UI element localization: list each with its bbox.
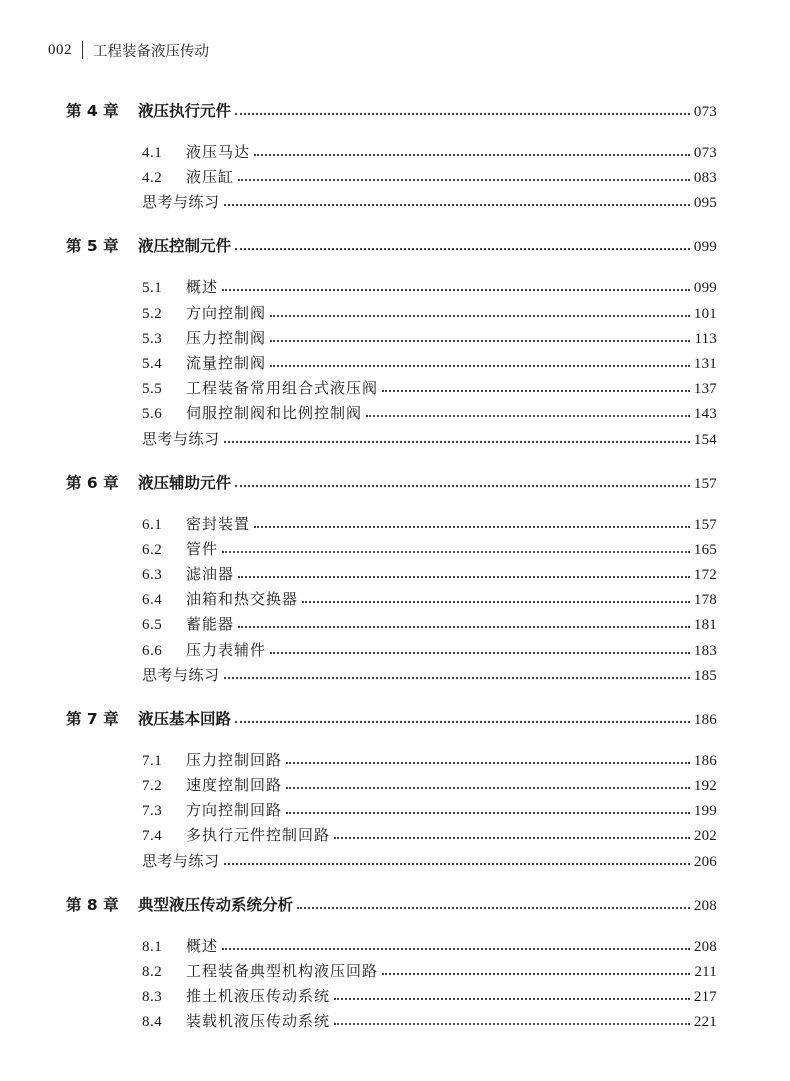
chapter-title: 液压辅助元件 [138, 473, 232, 492]
page-number: 206 [693, 853, 717, 870]
section-number: 5.2 [142, 305, 163, 322]
toc-section-row[interactable] [142, 327, 717, 349]
dot-leader [235, 721, 690, 723]
toc-chapter-row[interactable] [66, 99, 717, 123]
page-number: 165 [693, 541, 717, 558]
toc-section-row[interactable] [142, 1010, 717, 1032]
section-title: 液压缸 [186, 168, 235, 187]
section-title: 压力表辅件 [186, 640, 267, 659]
toc-section-row[interactable] [142, 377, 717, 399]
page-number: 137 [693, 381, 717, 398]
page-number: 143 [693, 406, 717, 423]
section-title: 密封装置 [186, 514, 251, 533]
section-number: 7.2 [142, 778, 163, 794]
section-number: 6.3 [142, 567, 163, 583]
section-number: 6.1 [142, 516, 163, 533]
page-number: 154 [693, 431, 717, 448]
section-number: 6.4 [142, 592, 163, 609]
dot-leader [224, 204, 690, 206]
toc-exercise-row[interactable] [142, 664, 717, 686]
section-number: 6.5 [142, 617, 163, 634]
dot-leader [334, 998, 690, 1000]
page-number: 113 [694, 330, 717, 347]
toc-section-row[interactable] [142, 613, 717, 635]
dot-leader [238, 626, 690, 628]
dot-leader [224, 441, 690, 443]
dot-leader [302, 601, 690, 603]
section-number: 6.2 [142, 541, 163, 558]
section-number: 5.6 [142, 406, 163, 423]
toc-section-row[interactable] [142, 639, 717, 661]
dot-leader [235, 248, 690, 250]
section-number: 8.1 [142, 938, 163, 955]
section-number: 7.4 [142, 828, 163, 845]
section-title: 管件 [186, 539, 219, 558]
dot-leader [334, 1023, 690, 1025]
section-title: 概述 [186, 936, 219, 955]
page-number: 221 [693, 1014, 717, 1031]
chapter-number: 第 8 章 [66, 895, 119, 914]
section-title: 方向控制阀 [186, 303, 267, 322]
toc-section-row[interactable] [142, 588, 717, 610]
chapter-title: 液压执行元件 [138, 102, 232, 120]
toc-section-row[interactable] [142, 402, 717, 424]
chapter-number: 第 7 章 [66, 709, 119, 728]
dot-leader [270, 340, 690, 342]
toc-section-row[interactable] [142, 302, 717, 324]
exercise-title: 思考与练习 [142, 429, 220, 448]
exercise-title: 思考与练习 [142, 193, 220, 212]
toc-exercise-row[interactable] [142, 191, 717, 213]
page-number: 131 [693, 356, 717, 372]
dot-leader [286, 762, 690, 764]
page-number: 157 [693, 516, 717, 533]
toc-chapter-row[interactable] [66, 234, 717, 258]
dot-leader [238, 179, 690, 181]
dot-leader [238, 576, 690, 578]
section-title: 流量控制阀 [186, 354, 267, 372]
dot-leader [222, 551, 690, 553]
page-number: 095 [693, 195, 717, 212]
page-number: 192 [693, 778, 717, 794]
toc-exercise-row[interactable] [142, 850, 717, 872]
page-number: 172 [693, 567, 717, 583]
dot-leader [366, 415, 690, 417]
section-number: 4.2 [142, 170, 163, 187]
dot-leader [235, 113, 690, 115]
page-number: 083 [693, 170, 717, 187]
page-number: 101 [693, 305, 717, 322]
section-title: 工程装备典型机构液压回路 [186, 961, 379, 980]
section-number: 7.3 [142, 803, 163, 820]
page-number: 186 [693, 752, 717, 769]
section-number: 6.6 [142, 642, 163, 659]
toc-section-row[interactable] [142, 276, 717, 298]
toc-chapter-row[interactable] [66, 893, 717, 917]
exercise-title: 思考与练习 [142, 851, 220, 870]
toc-section-row[interactable] [142, 749, 717, 771]
toc-section-row[interactable] [142, 538, 717, 560]
header-book-title: 工程装备液压传动 [93, 43, 209, 60]
dot-leader [286, 787, 690, 789]
section-title: 滤油器 [186, 565, 235, 583]
page-number: 217 [693, 989, 717, 1005]
header-page-number: 002 [48, 41, 72, 58]
section-number: 5.5 [142, 381, 163, 398]
page-number: 202 [693, 828, 717, 845]
section-title: 装载机液压传动系统 [186, 1012, 331, 1031]
section-title: 压力控制回路 [186, 750, 283, 769]
section-title: 伺服控制阀和比例控制阀 [186, 404, 363, 423]
exercise-title: 思考与练习 [142, 665, 220, 684]
toc-section-row[interactable] [142, 799, 717, 821]
section-title: 概述 [186, 278, 219, 297]
section-number: 5.4 [142, 356, 163, 372]
section-title: 压力控制阀 [186, 328, 267, 347]
dot-leader [382, 973, 690, 975]
section-number: 8.3 [142, 989, 163, 1005]
page-number: 178 [693, 592, 717, 609]
toc-section-row[interactable] [142, 166, 717, 188]
toc-section-row[interactable] [142, 513, 717, 535]
dot-leader [222, 289, 690, 291]
dot-leader [270, 652, 690, 654]
section-title: 液压马达 [186, 143, 251, 161]
toc-section-row[interactable] [142, 960, 717, 982]
chapter-number: 第 6 章 [66, 473, 119, 492]
page-number: 073 [693, 145, 717, 161]
toc-section-row[interactable] [142, 141, 717, 163]
section-title: 推土机液压传动系统 [186, 987, 331, 1005]
section-title: 速度控制回路 [186, 776, 283, 794]
dot-leader [270, 315, 690, 317]
toc-section-row[interactable] [142, 352, 717, 374]
dot-leader [235, 485, 690, 487]
section-number: 5.3 [142, 330, 163, 347]
chapter-number: 第 5 章 [66, 237, 119, 256]
chapter-number: 第 4 章 [66, 102, 119, 120]
page-number: 099 [693, 280, 717, 297]
page-number: 199 [693, 803, 717, 820]
page-number: 157 [693, 475, 717, 492]
section-number: 8.4 [142, 1014, 163, 1031]
dot-leader [334, 837, 690, 839]
page-number: 208 [693, 897, 717, 914]
section-number: 5.1 [142, 280, 163, 297]
dot-leader [382, 390, 690, 392]
toc-section-row[interactable] [142, 774, 717, 796]
dot-leader [222, 948, 690, 950]
page-number: 186 [693, 711, 717, 728]
dot-leader [254, 526, 690, 528]
section-number: 4.1 [142, 145, 163, 161]
dot-leader [286, 812, 690, 814]
toc-chapter-row[interactable] [66, 471, 717, 495]
page-number: 183 [693, 642, 717, 659]
chapter-title: 液压基本回路 [138, 709, 232, 728]
toc-section-row[interactable] [142, 563, 717, 585]
section-title: 油箱和热交换器 [186, 590, 299, 609]
dot-leader [270, 365, 690, 367]
page-number: 073 [693, 104, 717, 120]
chapter-title: 液压控制元件 [138, 237, 232, 256]
section-title: 多执行元件控制回路 [186, 826, 331, 845]
dot-leader [297, 907, 690, 909]
toc-section-row[interactable] [142, 824, 717, 846]
section-title: 工程装备常用组合式液压阀 [186, 379, 379, 398]
dot-leader [224, 677, 690, 679]
dot-leader [254, 154, 690, 156]
toc-exercise-row[interactable] [142, 428, 717, 450]
header-divider [82, 41, 83, 59]
toc-section-row[interactable] [142, 985, 717, 1007]
page-number: 211 [694, 963, 717, 980]
dot-leader [224, 863, 690, 865]
section-title: 方向控制回路 [186, 801, 283, 820]
page-number: 181 [693, 617, 717, 634]
page-number: 208 [693, 938, 717, 955]
chapter-title: 典型液压传动系统分析 [138, 895, 294, 914]
page-number: 099 [693, 239, 717, 256]
section-title: 蓄能器 [186, 615, 235, 634]
section-number: 7.1 [142, 752, 163, 769]
section-number: 8.2 [142, 963, 163, 980]
running-header [48, 38, 209, 62]
page-number: 185 [693, 667, 717, 684]
toc-section-row[interactable] [142, 935, 717, 957]
toc-chapter-row[interactable] [66, 707, 717, 731]
